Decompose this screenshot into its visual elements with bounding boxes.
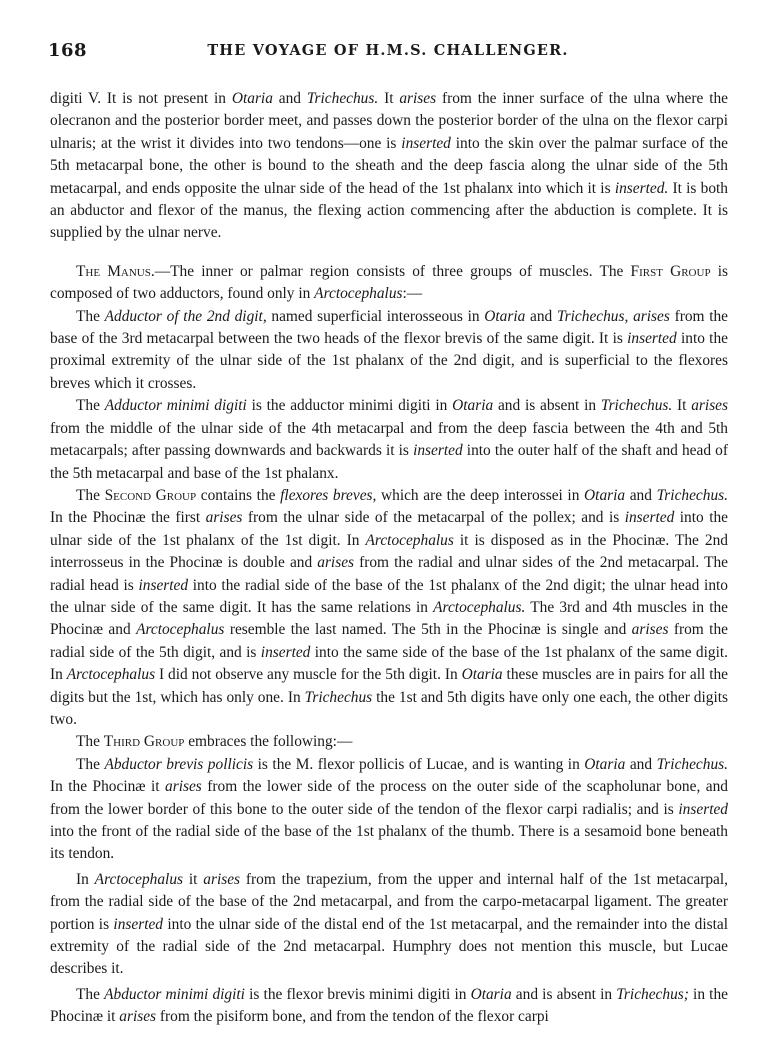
- text-run: contains the: [196, 486, 281, 504]
- italic-term: inserted: [624, 509, 675, 527]
- text-run: from the ulnar side of the metacarpal of the pollex; and is: [242, 509, 625, 527]
- text-run: into the skin over the palmar surface of the 5th metacarpal bone, the other is bound to the sheath and the deep fascia along the ulnar side of the 5th metacarpal, and ends opposite the ulnar side of the head of the 1st phalanx into which it is: [50, 134, 728, 197]
- italic-term: Trichechus.: [656, 486, 728, 504]
- italic-term: Trichechus;: [616, 985, 689, 1003]
- text-run: resemble the last named. The 5th in the Phocinæ is single and: [224, 621, 632, 639]
- paragraph: [50, 395, 728, 485]
- italic-term: Otaria: [461, 666, 503, 684]
- text-run: into the same side of the base of the 1st phalanx of the same digit. In: [50, 643, 728, 684]
- text-run: and is absent in: [511, 985, 617, 1003]
- italic-term: arises: [205, 509, 243, 527]
- italic-term: Arctocephalus: [314, 285, 403, 303]
- text-run: into the proximal extremity of the ulnar side of the 1st phalanx of the 2nd digit, and is superficial to the flexores breves which it crosses.: [50, 330, 728, 392]
- text-run: it is disposed as in the Phocinæ. The 2nd interrosseus in the Phocinæ is double and: [50, 531, 728, 572]
- italic-term: Adductor of the 2nd digit,: [104, 307, 267, 325]
- small-caps-heading: The Manus.: [76, 262, 155, 280]
- text-run: from the radial side of the 5th digit, and is: [50, 621, 728, 661]
- italic-term: Arctocephalus.: [433, 598, 526, 616]
- text-run: from the radial and ulnar sides of the 2nd metacarpal. The radial head is: [50, 554, 728, 594]
- paragraph: [50, 984, 728, 1029]
- italic-term: arises: [317, 554, 355, 572]
- italic-term: Trichechus.: [600, 397, 673, 415]
- text-run: In the Phocinæ it: [50, 778, 166, 796]
- paragraph: [50, 88, 728, 245]
- italic-term: inserted: [138, 576, 189, 594]
- text-run: The: [76, 307, 105, 325]
- paragraph: [50, 731, 728, 753]
- text-run: and: [525, 307, 557, 325]
- italic-term: arises: [119, 1008, 157, 1026]
- paragraph: [50, 485, 728, 731]
- text-run: embraces the following:—: [184, 733, 353, 751]
- italic-term: Arctocephalus: [94, 870, 184, 888]
- running-title: THE VOYAGE OF H.M.S. CHALLENGER.: [207, 42, 569, 59]
- text-run: is composed of two adductors, found only in: [50, 262, 728, 303]
- text-run: into the radial side of the base of the 1st phalanx of the 2nd digit; the ulnar head into the ulnar side of the same digit. It has the same relations in: [50, 576, 728, 616]
- text-run: from the pisiform bone, and from the tendon of the flexor carpi: [156, 1008, 549, 1026]
- text-run: The: [76, 733, 104, 751]
- text-run: into the ulnar side of the 1st phalanx of the 1st digit. In: [50, 509, 728, 549]
- italic-term: arises: [399, 90, 437, 107]
- small-caps-heading: First Group: [630, 262, 711, 280]
- paragraph: [50, 754, 728, 866]
- italic-term: inserted: [413, 442, 463, 460]
- small-caps-heading: Third Group: [103, 733, 185, 751]
- italic-term: Arctocephalus: [365, 531, 454, 549]
- italic-term: arises: [691, 397, 729, 415]
- text-run: is the flexor brevis minimi digiti in: [244, 985, 471, 1003]
- text-run: It: [378, 90, 400, 107]
- text-run: these muscles are in pairs for all the digits but the 1st, which has only one. In: [50, 666, 728, 706]
- italic-term: Trichechus.: [656, 755, 728, 773]
- italic-term: inserted.: [614, 179, 669, 197]
- italic-term: inserted: [678, 800, 728, 818]
- text-run: it: [183, 870, 204, 888]
- text-run: into the outer half of the shaft and head of the 5th metacarpal and base of the 1st phalanx.: [50, 442, 728, 482]
- italic-term: Arctocephalus: [66, 666, 156, 684]
- text-run: —The inner or palmar region consists of three groups of muscles. The: [154, 262, 631, 280]
- text-run: from the middle of the ulnar side of the 4th metacarpal and from the deep fascia between the 4th and 5th metacarpals; after passing downwards and backwards it is: [50, 419, 728, 460]
- text-run: and: [272, 90, 307, 107]
- text-run: from the inner surface of the ulna where the olecranon and the posterior border meet, and passes down the posterior border of the ulna on the flexor carpi ulnaris; at the wrist it divides into two tendons—one is: [50, 90, 728, 152]
- running-head: [48, 40, 728, 68]
- paragraph: [50, 306, 728, 396]
- text-run: into the ulnar side of the distal end of the 1st metacarpal, and the remainder into the distal extremity of the radial side of the 2nd metacarpal. Humphry does not mention this muscle, but Lucae describes it.: [50, 915, 728, 978]
- text-run: is the adductor minimi digiti in: [246, 397, 453, 415]
- italic-term: inserted: [401, 134, 451, 152]
- italic-term: inserted: [113, 915, 164, 933]
- text-run: from the trapezium, from the upper and internal half of the 1st metacarpal, from the radial side of the base of the 2nd metacarpal, and from the carpo-metacarpal ligament. The greater portion is: [50, 870, 729, 933]
- text-run: from the base of the 3rd metacarpal between the two heads of the flexor brevis of the same digit. It is: [50, 307, 728, 348]
- italic-term: inserted: [627, 330, 677, 348]
- text-run: from the lower side of the process on the outer side of the scapholunar bone, and from the lower border of this bone to the outer side of the tendon of the flexor carpi radialis; and is: [50, 778, 728, 818]
- italic-term: flexores breves,: [280, 486, 377, 504]
- text-run: named superficial interosseous in: [266, 307, 485, 325]
- body-text: [50, 88, 728, 1029]
- text-run: The: [76, 755, 105, 773]
- italic-term: Adductor minimi digiti: [104, 397, 247, 415]
- italic-term: inserted: [260, 643, 311, 661]
- text-run: In the Phocinæ the first: [50, 509, 206, 527]
- italic-term: Trichechus: [304, 688, 373, 706]
- text-run: In: [76, 870, 95, 888]
- text-run: The 3rd and 4th muscles in the Phocinæ and: [50, 598, 728, 639]
- italic-term: Abductor minimi digiti: [104, 985, 245, 1003]
- italic-term: Abductor brevis pollicis: [104, 755, 254, 773]
- paragraph: [50, 261, 728, 306]
- text-run: It is both an abductor and flexor of the manus, the flexing action commencing after the abduction is complete. It is supplied by the ulnar nerve.: [50, 179, 728, 242]
- italic-term: Otaria: [452, 397, 494, 415]
- text-run: It: [672, 397, 692, 415]
- italic-term: Otaria: [584, 755, 626, 773]
- italic-term: arises: [203, 870, 241, 888]
- italic-term: Trichechus.: [306, 90, 379, 107]
- text-run: and: [625, 486, 657, 504]
- italic-term: Otaria: [470, 985, 512, 1003]
- text-run: and is absent in: [493, 397, 601, 415]
- text-run: into the front of the radial side of the base of the 1st phalanx of the thumb. There is a sesamoid bone beneath its tendon.: [50, 823, 728, 863]
- italic-term: Otaria: [231, 90, 273, 107]
- italic-term: arises: [633, 307, 670, 325]
- text-run: in the Phocinæ it: [50, 985, 728, 1026]
- text-run: The: [76, 397, 105, 415]
- italic-term: Trichechus,: [556, 307, 629, 325]
- text-run: which are the deep interossei in: [376, 486, 585, 504]
- italic-term: Arctocephalus: [136, 621, 225, 639]
- text-run: the 1st and 5th digits have only one each, the other digits two.: [50, 688, 729, 728]
- italic-term: Otaria: [484, 307, 526, 325]
- text-run: :—: [402, 285, 423, 303]
- text-run: digiti V. It is not present in: [50, 90, 232, 107]
- italic-term: arises: [165, 778, 202, 796]
- text-run: The: [76, 486, 105, 504]
- text-run: I did not observe any muscle for the 5th digit. In: [155, 666, 462, 684]
- text-run: is the M. flexor pollicis of Lucae, and is wanting in: [253, 755, 585, 773]
- text-run: and: [625, 755, 657, 773]
- italic-term: arises: [631, 621, 669, 639]
- page-number: 168: [48, 40, 88, 61]
- text-run: The: [76, 985, 105, 1003]
- small-caps-heading: Second Group: [104, 486, 197, 504]
- italic-term: Otaria: [584, 486, 626, 504]
- paragraph: [50, 869, 728, 981]
